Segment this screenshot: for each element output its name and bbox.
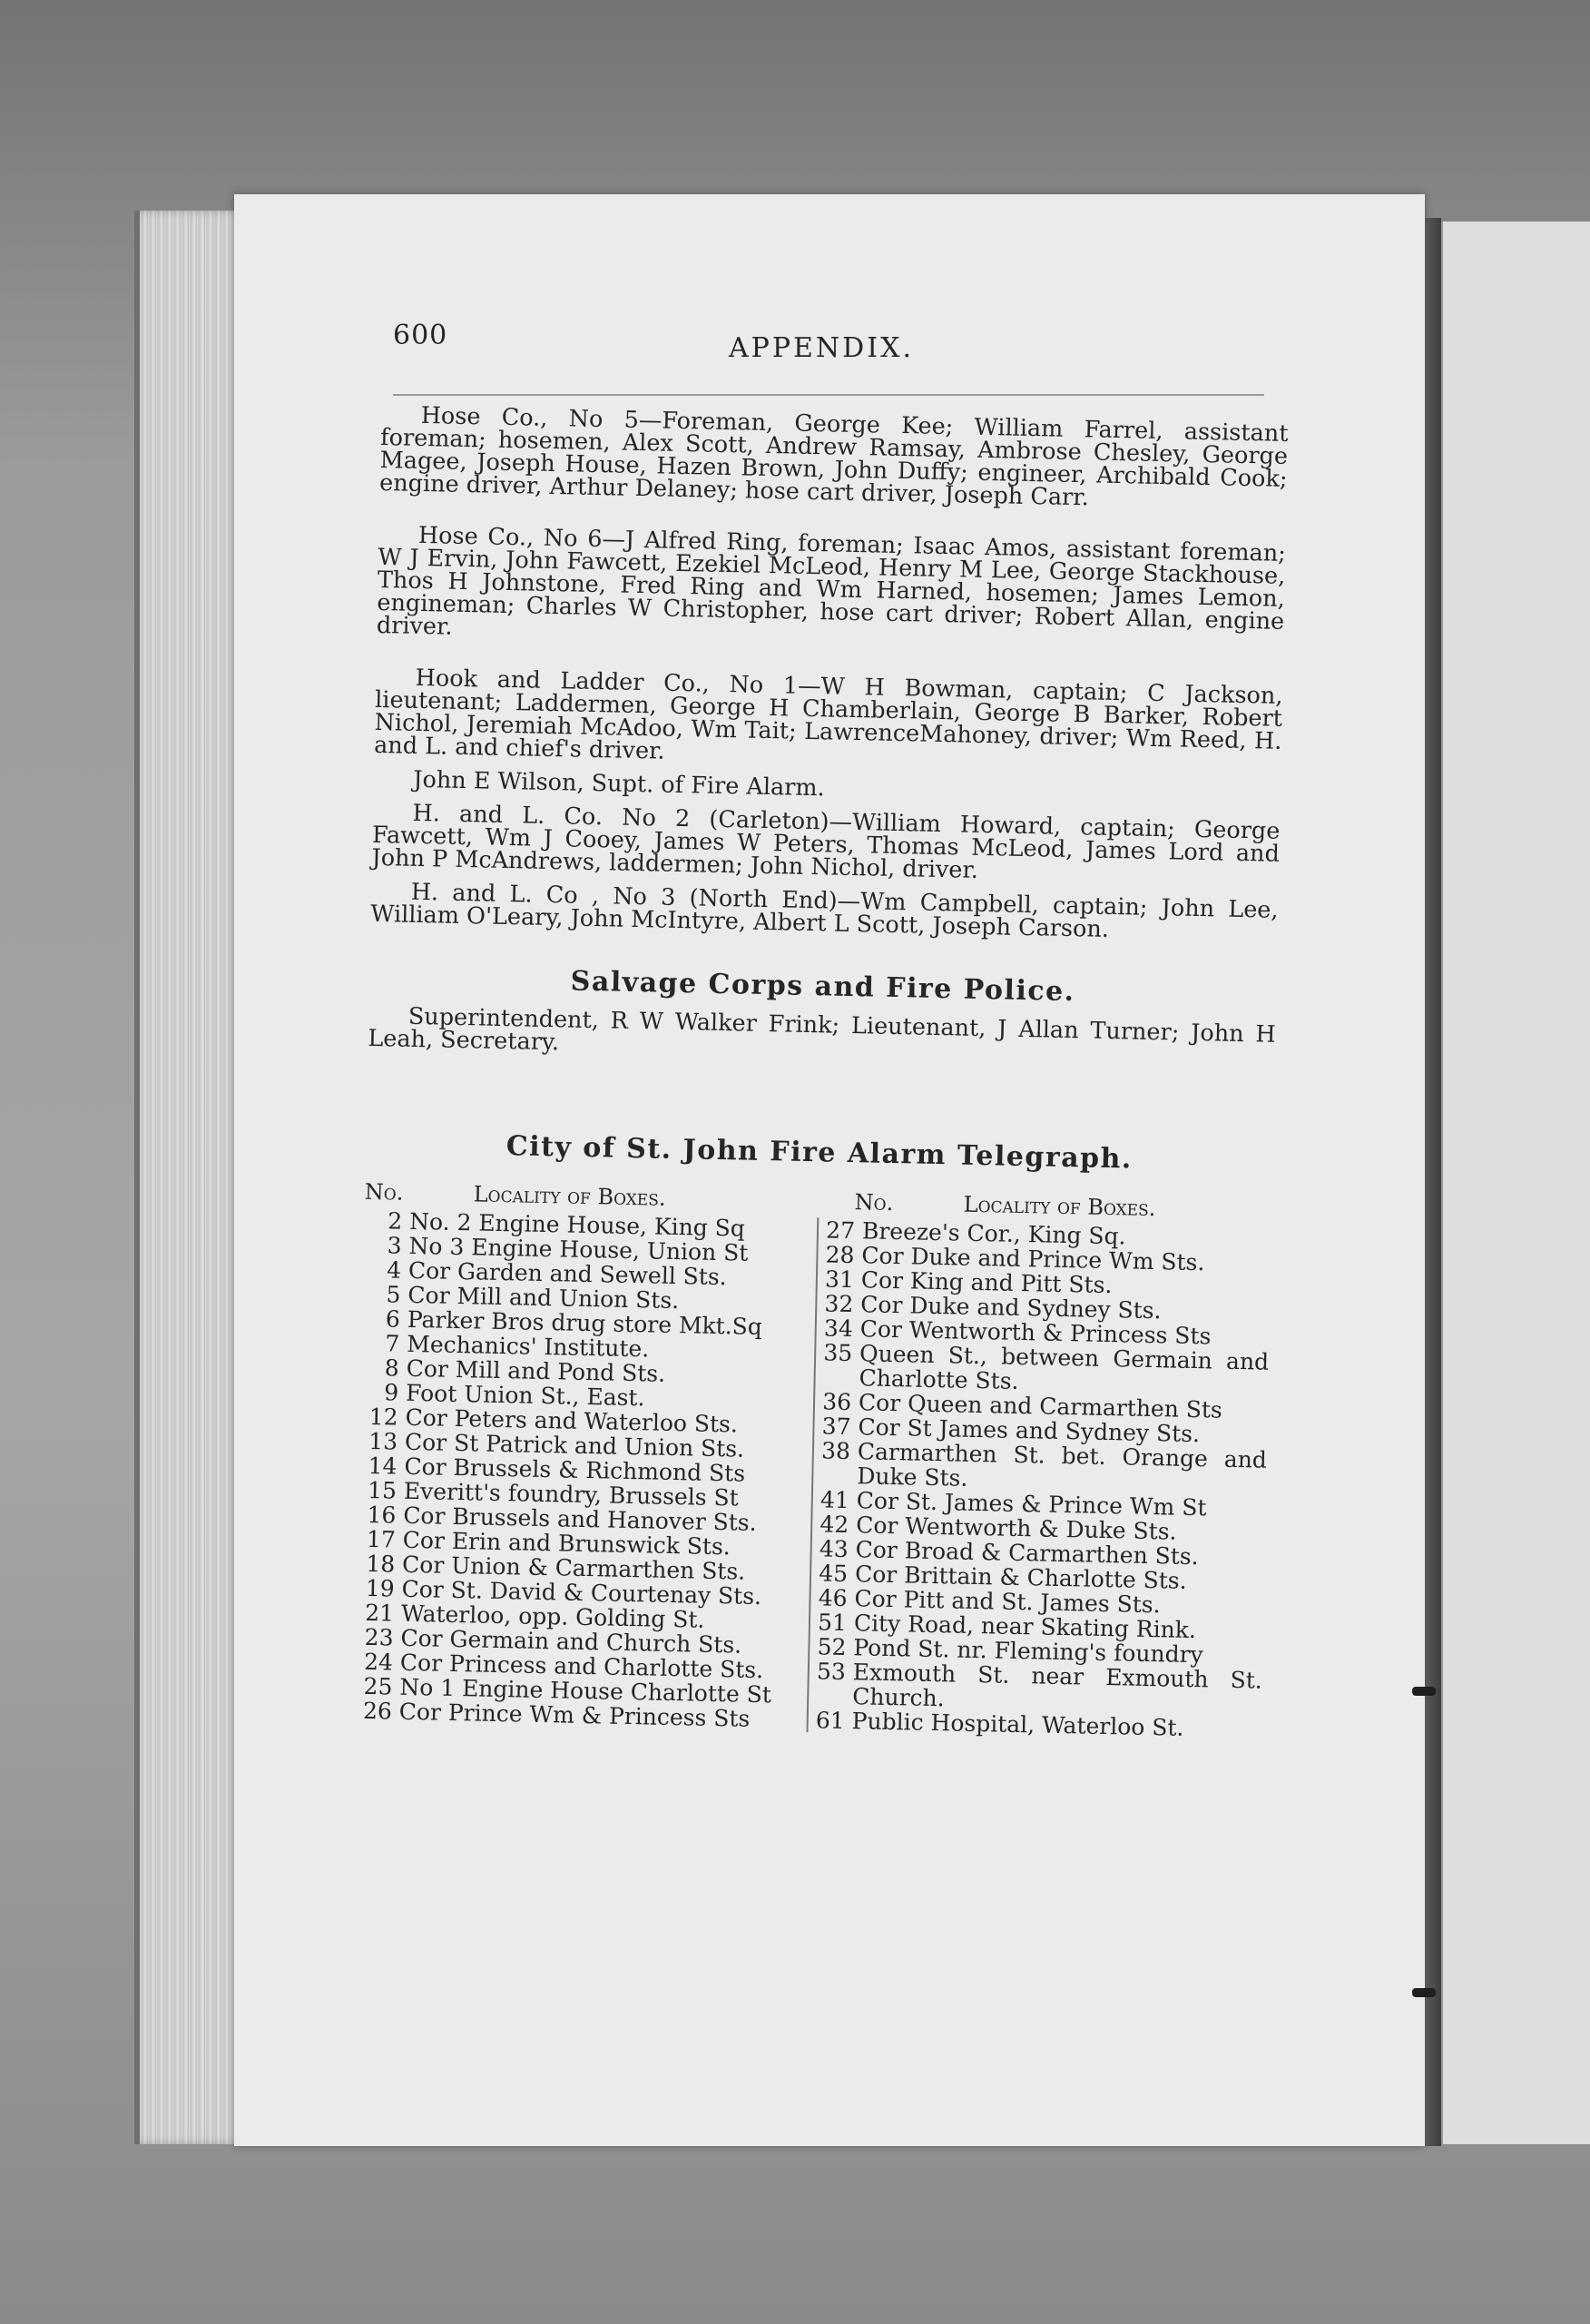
alarm-box-number: 4 bbox=[386, 1256, 402, 1284]
alarm-box-locality: Cor Duke and Prince Wm Sts. bbox=[861, 1242, 1205, 1276]
alarm-box-locality: Cor St Patrick and Union Sts. bbox=[404, 1428, 745, 1462]
alarm-box-locality: Cor St James and Sydney Sts. bbox=[858, 1413, 1201, 1448]
column-header-locality: Locality of Boxes. bbox=[473, 1181, 666, 1211]
alarm-box-number: 27 bbox=[825, 1216, 856, 1245]
alarm-box-locality: Foot Union St., East. bbox=[405, 1379, 645, 1412]
alarm-box-number: 34 bbox=[823, 1315, 854, 1343]
alarm-box-number: 32 bbox=[824, 1290, 854, 1318]
alarm-boxes-right-column bbox=[808, 1217, 1271, 1741]
page-heading: APPENDIX. bbox=[729, 332, 914, 364]
column-header-locality: Locality of Boxes. bbox=[963, 1191, 1156, 1222]
alarm-box-number: 42 bbox=[820, 1511, 849, 1539]
alarm-box-number: 17 bbox=[366, 1525, 397, 1553]
alarm-box-number: 41 bbox=[820, 1486, 850, 1514]
fire-company-entry: H. and L. Co. No 2 (Carleton)—William Howard, captain; George Fawcett, Wm J Cooey, James W Peters, Thomas McLeod, James Lord and John P McAndrews, laddermen; John Nichol, driver. bbox=[371, 799, 1281, 884]
alarm-box-locality: Mechanics' Institute. bbox=[407, 1330, 650, 1363]
alarm-box-locality: No 1 Engine House Charlotte St bbox=[399, 1673, 772, 1709]
alarm-box-number: 36 bbox=[821, 1388, 852, 1416]
alarm-box-number: 3 bbox=[387, 1232, 402, 1259]
alarm-box-number: 9 bbox=[383, 1379, 399, 1406]
alarm-box-locality: Parker Bros drug store Mkt.Sq bbox=[407, 1305, 763, 1341]
alarm-box-locality: No 3 Engine House, Union St bbox=[408, 1232, 749, 1266]
alarm-box-number: 18 bbox=[366, 1550, 396, 1578]
alarm-box-number: 2 bbox=[387, 1207, 403, 1235]
alarm-box-locality: Cor Brittain & Charlotte Sts. bbox=[854, 1561, 1187, 1594]
alarm-box-locality: Cor Princess and Charlotte Sts. bbox=[399, 1649, 764, 1684]
alarm-box-number: 21 bbox=[364, 1599, 395, 1627]
alarm-box-locality: Cor Erin and Brunswick Sts. bbox=[402, 1526, 731, 1561]
alarm-box-locality: Cor St. James & Prince Wm St bbox=[856, 1487, 1207, 1521]
alarm-box-number: 16 bbox=[367, 1501, 397, 1529]
alarm-box-number: 53 bbox=[816, 1658, 847, 1686]
column-header-no: No. bbox=[364, 1178, 404, 1206]
alarm-box-number: 35 bbox=[823, 1339, 853, 1367]
alarm-box-locality: Cor Wentworth & Princess Sts bbox=[859, 1315, 1212, 1350]
alarm-box-number: 26 bbox=[362, 1697, 393, 1725]
alarm-box-locality: Everitt's foundry, Brussels St bbox=[403, 1477, 739, 1512]
binding-clip-mark bbox=[1412, 1988, 1436, 1997]
book-gutter bbox=[1425, 218, 1441, 2146]
alarm-box-number: 7 bbox=[385, 1330, 400, 1357]
facing-page bbox=[1441, 222, 1590, 2144]
alarm-box-locality: Exmouth St. near Exmouth St. Church. bbox=[851, 1659, 1263, 1712]
page-number: 600 bbox=[393, 320, 448, 351]
page-body bbox=[354, 401, 1289, 1742]
alarm-box-number: 38 bbox=[820, 1437, 851, 1465]
alarm-box-locality: No. 2 Engine House, King Sq bbox=[408, 1207, 746, 1242]
alarm-box-number: 13 bbox=[368, 1427, 398, 1455]
alarm-box-locality: Cor Prince Wm & Princess Sts bbox=[398, 1698, 751, 1732]
alarm-box-locality: Public Hospital, Waterloo St. bbox=[851, 1708, 1184, 1741]
fire-company-entry: Hook and Ladder Co., No 1—W H Bowman, captain; C Jackson, lieutenant; Laddermen, George H Chamberlain, George B Barker, Robert Nichol, Jeremiah McAdoo, Wm Tait; LawrenceMahoney, driver; Wm Reed, H. and L. and chief's driver. bbox=[373, 664, 1283, 765]
alarm-box-locality: Cor Duke and Sydney Sts. bbox=[860, 1291, 1162, 1324]
binding-clip-mark bbox=[1412, 1687, 1436, 1696]
salvage-entry: Superintendent, R W Walker Frink; Lieutenant, J Allan Turner; John H Leah, Secretary. bbox=[368, 1002, 1276, 1057]
alarm-box-number: 23 bbox=[364, 1623, 394, 1651]
alarm-box-number: 15 bbox=[367, 1476, 398, 1504]
alarm-box-number: 45 bbox=[819, 1560, 849, 1588]
fire-company-entry: H. and L. Co , No 3 (North End)—Wm Campbell, captain; John Lee, William O'Leary, John McIntyre, Albert L Scott, Joseph Carson. bbox=[369, 878, 1279, 943]
alarm-box-number: 14 bbox=[368, 1452, 398, 1480]
alarm-box-number: 31 bbox=[824, 1265, 855, 1294]
alarm-box-number: 6 bbox=[385, 1305, 401, 1333]
alarm-box-locality: Cor Germain and Church Sts. bbox=[400, 1624, 742, 1659]
alarm-box-locality: Queen St., between Germain and Charlotte Sts. bbox=[859, 1340, 1270, 1394]
alarm-box-number: 51 bbox=[817, 1609, 848, 1637]
alarm-box-number: 12 bbox=[368, 1403, 398, 1431]
alarm-box-number: 24 bbox=[363, 1648, 394, 1676]
alarm-box-number: 61 bbox=[815, 1707, 846, 1735]
header-rule bbox=[393, 394, 1264, 396]
alarm-box-number: 25 bbox=[363, 1672, 393, 1700]
alarm-box-locality: Cor King and Pitt Sts. bbox=[860, 1266, 1113, 1299]
alarm-box-locality: Waterloo, opp. Golding St. bbox=[400, 1600, 705, 1633]
alarm-box-number: 19 bbox=[365, 1574, 395, 1602]
alarm-box-locality: Carmarthen St. bet. Orange and Duke Sts. bbox=[857, 1438, 1268, 1492]
alarm-box-number: 28 bbox=[825, 1241, 855, 1269]
alarm-box-locality: Pond St. nr. Fleming's foundry bbox=[853, 1634, 1204, 1669]
alarm-box-locality: City Road, near Skating Rink. bbox=[853, 1610, 1197, 1644]
alarm-box-locality: Cor Brussels and Hanover Sts. bbox=[403, 1502, 757, 1536]
alarm-box-number: 52 bbox=[817, 1633, 847, 1661]
alarm-box-locality: Cor Garden and Sewell Sts. bbox=[407, 1256, 727, 1291]
alarm-boxes-left-column bbox=[354, 1208, 820, 1732]
fire-company-entry: John E Wilson, Supt. of Fire Alarm. bbox=[413, 765, 826, 803]
alarm-box-locality: Cor Union & Carmarthen Sts. bbox=[401, 1551, 746, 1585]
fire-company-entry: Hose Co., No 6—J Alfred Ring, foreman; Isaac Amos, assistant foreman; W J Ervin, John Fawcett, Ezekiel McLeod, Henry M Lee, George Stackhouse, Thos H Johnstone, Fred Ring and Wm Harned, hosemen; James Lemon, engineman; Charles W Christopher, hose cart driver; Robert Allan, engine driver. bbox=[376, 521, 1287, 641]
salvage-section-title: Salvage Corps and Fire Police. bbox=[570, 965, 1075, 1009]
running-head bbox=[393, 320, 1282, 365]
alarm-box-locality: Cor St. David & Courtenay Sts. bbox=[401, 1575, 762, 1610]
alarm-box-locality: Cor Queen and Carmarthen Sts bbox=[858, 1389, 1223, 1423]
alarm-box-locality: Cor Broad & Carmarthen Sts. bbox=[855, 1536, 1199, 1571]
alarm-box-locality: Cor Pitt and St. James Sts. bbox=[854, 1585, 1161, 1619]
alarm-box-locality: Cor Mill and Pond Sts. bbox=[406, 1354, 666, 1387]
column-header-no: No. bbox=[854, 1189, 894, 1216]
alarm-box-number: 43 bbox=[819, 1535, 849, 1563]
fire-company-entry: Hose Co., No 5—Foreman, George Kee; William Farrel, assistant foreman; hosemen, Alex Scott, Andrew Ramsay, Ambrose Chesley, George Magee, Joseph House, Hazen Brown, John Duffy; engineer, Archibald Cook; engine driver, Arthur Delaney; hose cart driver, Joseph Carr. bbox=[378, 401, 1289, 512]
alarm-box-locality: Cor Mill and Union Sts. bbox=[407, 1281, 680, 1315]
fire-alarm-table bbox=[354, 1180, 1272, 1742]
alarm-box-locality: Breeze's Cor., King Sq. bbox=[861, 1217, 1126, 1250]
alarm-box-number: 5 bbox=[386, 1281, 401, 1308]
alarm-section-title: City of St. John Fire Alarm Telegraph. bbox=[505, 1130, 1134, 1176]
alarm-box-number: 37 bbox=[821, 1413, 851, 1441]
alarm-box-locality: Cor Peters and Waterloo Sts. bbox=[405, 1403, 739, 1438]
alarm-box-number: 46 bbox=[818, 1584, 848, 1612]
alarm-box-locality: Cor Wentworth & Duke Sts. bbox=[855, 1512, 1177, 1545]
book-page-edges bbox=[134, 211, 247, 2144]
alarm-box-number: 8 bbox=[384, 1354, 400, 1382]
alarm-box-locality: Cor Brussels & Richmond Sts bbox=[404, 1452, 746, 1487]
